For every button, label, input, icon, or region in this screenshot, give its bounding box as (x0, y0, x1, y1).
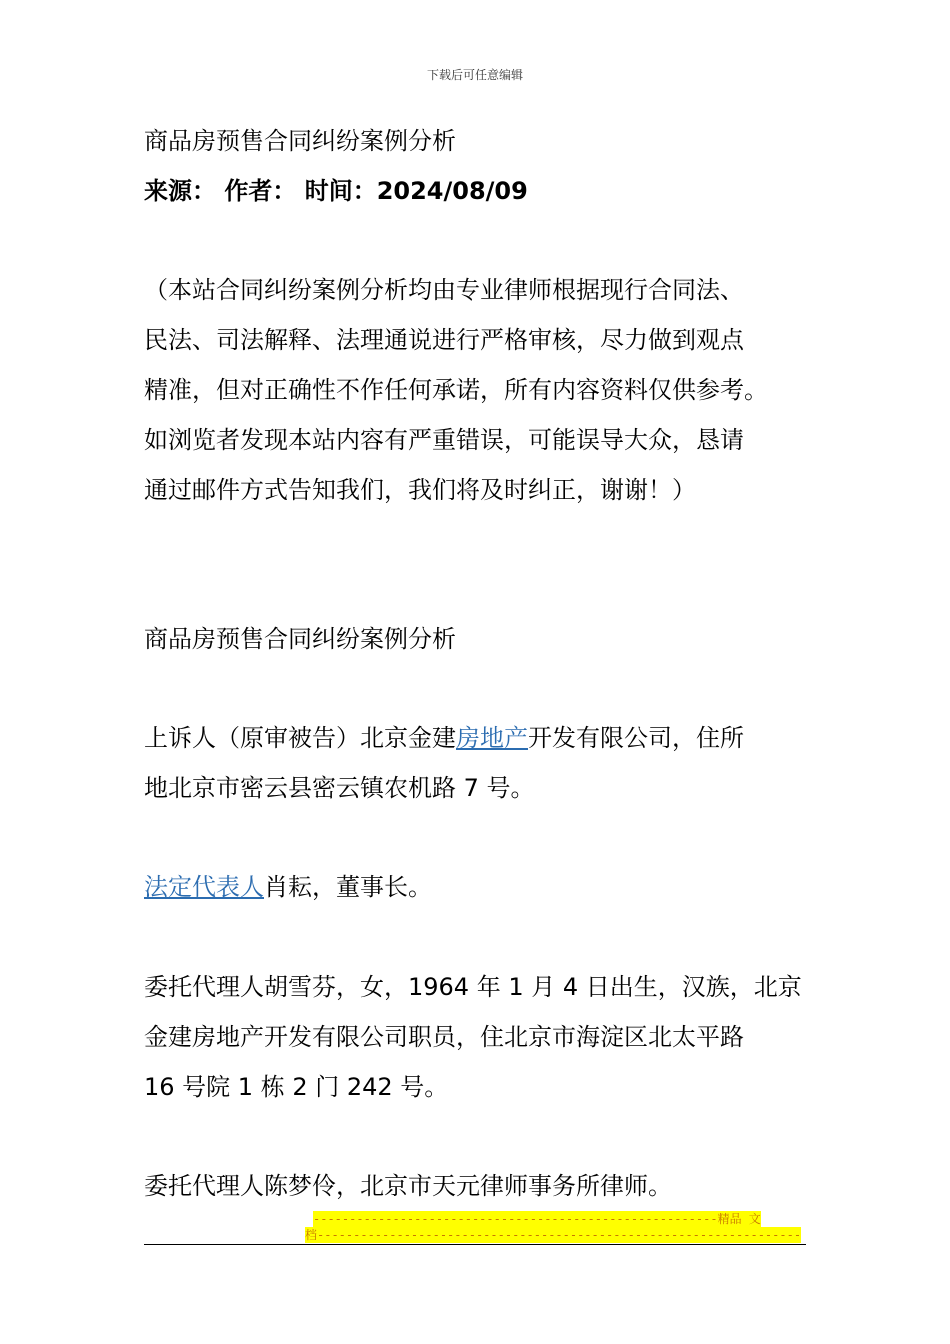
intro-paragraph (144, 265, 806, 515)
agent1-line: 委托代理人胡雪芬，女，1964 年 1 月 4 日出生，汉族，北京 (144, 973, 802, 1001)
document-title: 商品房预售合同纠纷案例分析 (144, 127, 456, 155)
document-title-block (144, 116, 806, 216)
footer-watermark-line1: --------------------------------------------------------精品 文 (313, 1212, 761, 1226)
agent2-line: 委托代理人陈梦伶，北京市天元律师事务所律师。 (144, 1172, 672, 1200)
page-header: 下载后可任意编辑 (426, 68, 523, 82)
appellant-paragraph (144, 713, 806, 813)
intro-line: 通过邮件方式告知我们，我们将及时纠正，谢谢！） (144, 476, 696, 504)
intro-line: （本站合同纠纷案例分析均由专业律师根据现行合同法、 (144, 276, 744, 304)
appellant-text: 开发有限公司，住所 (528, 724, 744, 752)
legal-rep-paragraph (144, 862, 806, 912)
agent1-line: 16 号院 1 栋 2 门 242 号。 (144, 1073, 449, 1101)
appellant-address: 地北京市密云县密云镇农机路 7 号。 (144, 774, 535, 802)
agent1-line: 金建房地产开发有限公司职员，住北京市海淀区北太平路 (144, 1023, 744, 1051)
footer-divider (144, 1244, 806, 1245)
agent1-paragraph (144, 962, 806, 1112)
section-subtitle: 商品房预售合同纠纷案例分析 (144, 625, 456, 653)
intro-line: 民法、司法解释、法理通说进行严格审核，尽力做到观点 (144, 326, 744, 354)
footer-watermark-line2: 档------------------------------------------------------------------- (305, 1228, 802, 1242)
appellant-text: 上诉人（原审被告）北京金建 (144, 724, 456, 752)
intro-line: 如浏览者发现本站内容有严重错误，可能误导大众，恳请 (144, 426, 744, 454)
real-estate-link[interactable]: 房地产 (456, 724, 528, 752)
intro-line: 精准，但对正确性不作任何承诺，所有内容资料仅供参考。 (144, 376, 768, 404)
legal-rep-text: 肖耘，董事长。 (264, 873, 432, 901)
legal-representative-link[interactable]: 法定代表人 (144, 873, 264, 901)
meta-line: 来源： 作者： 时间：2024/08/09 (144, 177, 528, 205)
